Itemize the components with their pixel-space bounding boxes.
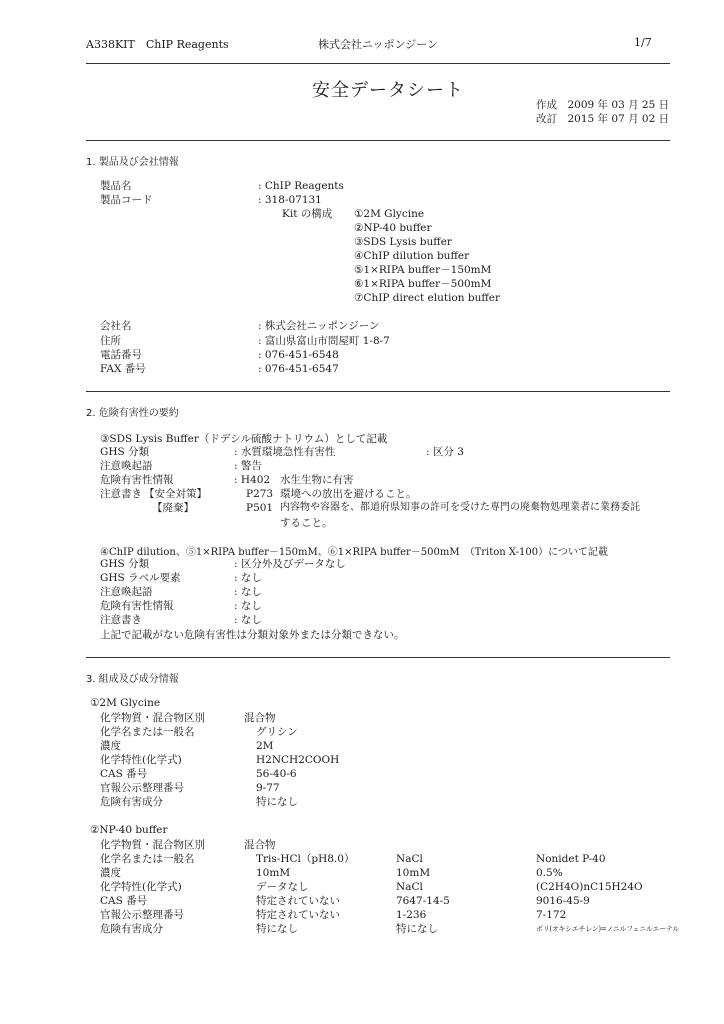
glycine-row bbox=[0, 767, 724, 781]
np40-nonidet: 9016-45-9 bbox=[536, 895, 590, 907]
block2-value: : なし bbox=[234, 600, 262, 612]
precaution-label: 注意書き bbox=[100, 488, 142, 500]
np40-row bbox=[0, 866, 724, 880]
glycine-row bbox=[0, 781, 724, 795]
glycine-label: 化学名または一般名 bbox=[100, 726, 195, 738]
kit-item: ⑤1×RIPA buffer－150mM bbox=[354, 264, 492, 276]
block2-row bbox=[0, 613, 724, 627]
safety-code: P273 bbox=[246, 488, 274, 500]
fax-label: FAX 番号 bbox=[100, 363, 146, 375]
page-number: 1/7 bbox=[634, 36, 652, 49]
np40-tris: Tris-HCl（pH8.0） bbox=[256, 853, 355, 865]
company-label: 会社名 bbox=[100, 320, 132, 332]
np40-nacl: NaCl bbox=[396, 881, 423, 893]
address-label: 住所 bbox=[100, 335, 121, 347]
np40-row bbox=[0, 894, 724, 908]
glycine-label: 官報公示整理番号 bbox=[100, 782, 184, 794]
kit-label: Kit の構成 bbox=[282, 208, 333, 220]
np40-tris: 特定されていない bbox=[256, 895, 340, 907]
kit-item: ③SDS Lysis buffer bbox=[354, 236, 452, 248]
product-name-row bbox=[0, 179, 724, 193]
kit-item: ⑦ChIP direct elution buffer bbox=[354, 292, 501, 304]
np40-nacl: 特になし bbox=[396, 923, 438, 935]
np40-label: 官報公示整理番号 bbox=[100, 909, 184, 921]
np40-nonidet: 7-172 bbox=[536, 909, 567, 921]
product-code-row bbox=[0, 193, 724, 207]
kit-item: ②NP-40 buffer bbox=[354, 222, 432, 234]
np40-tris: 特定されていない bbox=[256, 909, 340, 921]
phone-row bbox=[0, 348, 724, 362]
block2-value: : なし bbox=[234, 586, 262, 598]
glycine-value: H2NCH2COOH bbox=[256, 754, 340, 766]
block2-label: GHS 分類 bbox=[100, 558, 150, 570]
phone-label: 電話番号 bbox=[100, 349, 142, 361]
hazard-row bbox=[0, 473, 724, 487]
glycine-value: 2M bbox=[256, 740, 274, 752]
doc-code: A338KIT ChIP Reagents bbox=[86, 38, 229, 51]
title-divider bbox=[86, 140, 670, 141]
np40-label: 化学特性(化学式) bbox=[100, 881, 182, 893]
glycine-title: ①2M Glycine bbox=[90, 697, 161, 709]
disposal-text-1: 内容物や容器を、都道府県知事の許可を受けた専門の廃棄物処理業者に業務委託 bbox=[280, 502, 640, 513]
block2-value: : なし bbox=[234, 614, 262, 626]
product-name-label: 製品名 bbox=[100, 180, 132, 192]
section-3-heading: 3. 組成及び成分情報 bbox=[86, 674, 179, 685]
np40-label: 濃度 bbox=[100, 867, 121, 879]
np40-tris: データなし bbox=[256, 881, 309, 893]
product-code-label: 製品コード bbox=[100, 194, 153, 206]
header-divider bbox=[86, 63, 670, 64]
precaution-row bbox=[0, 487, 724, 501]
company-row bbox=[0, 319, 724, 333]
created-date: 作成 2009 年 03 月 25 日 bbox=[536, 99, 670, 111]
safety-text: 環境への放出を避けること。 bbox=[280, 488, 417, 500]
kit-item: ④ChIP dilution buffer bbox=[354, 250, 470, 262]
block2-row bbox=[0, 571, 724, 585]
np40-row bbox=[0, 908, 724, 922]
np40-nacl: 7647-14-5 bbox=[396, 895, 450, 907]
disposal-row bbox=[0, 501, 724, 515]
np40-title: ②NP-40 buffer bbox=[90, 824, 168, 836]
safety-bracket: 【安全対策】 bbox=[144, 488, 207, 500]
glycine-value: 特になし bbox=[256, 796, 298, 808]
address-row bbox=[0, 334, 724, 348]
phone-value: : 076-451-6548 bbox=[258, 349, 339, 361]
np40-label: CAS 番号 bbox=[100, 895, 148, 907]
np40-mixture-row bbox=[0, 838, 724, 852]
signal-label: 注意喚起語 bbox=[100, 460, 153, 472]
np40-nacl: 10mM bbox=[396, 867, 431, 879]
section-2-divider bbox=[86, 657, 670, 658]
np40-mixture-value: 混合物 bbox=[244, 839, 276, 851]
glycine-row bbox=[0, 725, 724, 739]
block2-label: 危険有害性情報 bbox=[100, 600, 174, 612]
revised-date: 改訂 2015 年 07 月 02 日 bbox=[536, 113, 670, 125]
product-code-value: : 318-07131 bbox=[258, 194, 322, 206]
block2-row bbox=[0, 557, 724, 571]
hazard-label: 危険有害性情報 bbox=[100, 474, 174, 486]
address-value: : 富山県富山市問屋町 1-8-7 bbox=[258, 335, 390, 347]
np40-nonidet: ポリ(オキシエチレン)=ノニルフェニルエーテル bbox=[536, 925, 679, 933]
glycine-label: 危険有害成分 bbox=[100, 796, 163, 808]
disposal-code: P501 bbox=[246, 502, 274, 514]
disposal-text-2: すること。 bbox=[280, 517, 333, 529]
np40-row bbox=[0, 880, 724, 894]
page-title: 安全データシート bbox=[312, 80, 464, 101]
glycine-value: 混合物 bbox=[244, 712, 276, 724]
block2-label: 注意喚起語 bbox=[100, 586, 153, 598]
block2-value: : 区分外及びデータなし bbox=[234, 558, 346, 570]
kit-list bbox=[354, 207, 500, 305]
hazard-code: : H402 bbox=[234, 474, 271, 486]
fax-value: : 076-451-6547 bbox=[258, 363, 339, 375]
block2-label: GHS ラベル要素 bbox=[100, 572, 181, 584]
disposal-bracket: 【廃棄】 bbox=[152, 502, 194, 514]
glycine-row bbox=[0, 711, 724, 725]
block2-row bbox=[0, 599, 724, 613]
glycine-row bbox=[0, 795, 724, 809]
glycine-label: CAS 番号 bbox=[100, 768, 148, 780]
np40-nonidet: (C2H4O)nC15H24O bbox=[536, 881, 643, 893]
np40-tris: 特になし bbox=[256, 923, 298, 935]
hazard-text: 水生生物に有害 bbox=[280, 474, 354, 486]
np40-tris: 10mM bbox=[256, 867, 291, 879]
np40-mixture-label: 化学物質・混合物区別 bbox=[100, 839, 205, 851]
triton-block-title: ④ChIP dilution、⑤1×RIPA buffer－150mM、⑥1×RIPA buffer－500mM （Triton X-100）について記載 bbox=[100, 547, 608, 558]
ghs-class: : 区分 3 bbox=[426, 446, 464, 458]
header-company: 株式会社ニッポンジーン bbox=[318, 38, 439, 51]
sds-block-title: ③SDS Lysis Buffer（ドデシル硫酸ナトリウム）として記載 bbox=[100, 433, 388, 445]
block2-note: 上記で記載がない危険有害性は分類対象外または分類できない。 bbox=[100, 629, 405, 641]
np40-nonidet: Nonidet P-40 bbox=[536, 853, 606, 865]
glycine-label: 濃度 bbox=[100, 740, 121, 752]
np40-row bbox=[0, 922, 724, 936]
fax-row bbox=[0, 362, 724, 376]
section-2-heading: 2. 危険有害性の要約 bbox=[86, 408, 179, 419]
kit-item: ⑥1×RIPA buffer－500mM bbox=[354, 278, 492, 290]
glycine-row bbox=[0, 739, 724, 753]
np40-nacl: 1-236 bbox=[396, 909, 427, 921]
np40-label: 危険有害成分 bbox=[100, 923, 163, 935]
block2-label: 注意書き bbox=[100, 614, 142, 626]
glycine-value: 9-77 bbox=[256, 782, 280, 794]
np40-nonidet: 0.5% bbox=[536, 867, 563, 879]
glycine-label: 化学特性(化学式) bbox=[100, 754, 182, 766]
glycine-value: 56-40-6 bbox=[256, 768, 297, 780]
ghs-label: GHS 分類 bbox=[100, 446, 150, 458]
glycine-value: グリシン bbox=[256, 726, 298, 738]
product-name-value: : ChIP Reagents bbox=[258, 180, 344, 192]
section-1-heading: 1. 製品及び会社情報 bbox=[86, 157, 179, 168]
signal-value: : 警告 bbox=[234, 460, 262, 472]
block2-value: : なし bbox=[234, 572, 262, 584]
glycine-label: 化学物質・混合物区別 bbox=[100, 712, 205, 724]
np40-label: 化学名または一般名 bbox=[100, 853, 195, 865]
signal-row bbox=[0, 459, 724, 473]
kit-item: ①2M Glycine bbox=[354, 208, 425, 220]
ghs-value: : 水質環境急性有害性 bbox=[234, 446, 336, 458]
glycine-row bbox=[0, 753, 724, 767]
block2-row bbox=[0, 585, 724, 599]
ghs-row bbox=[0, 445, 724, 459]
company-value: : 株式会社ニッポンジーン bbox=[258, 320, 380, 332]
np40-nacl: NaCl bbox=[396, 853, 423, 865]
section-1-divider bbox=[86, 391, 670, 392]
np40-row bbox=[0, 852, 724, 866]
